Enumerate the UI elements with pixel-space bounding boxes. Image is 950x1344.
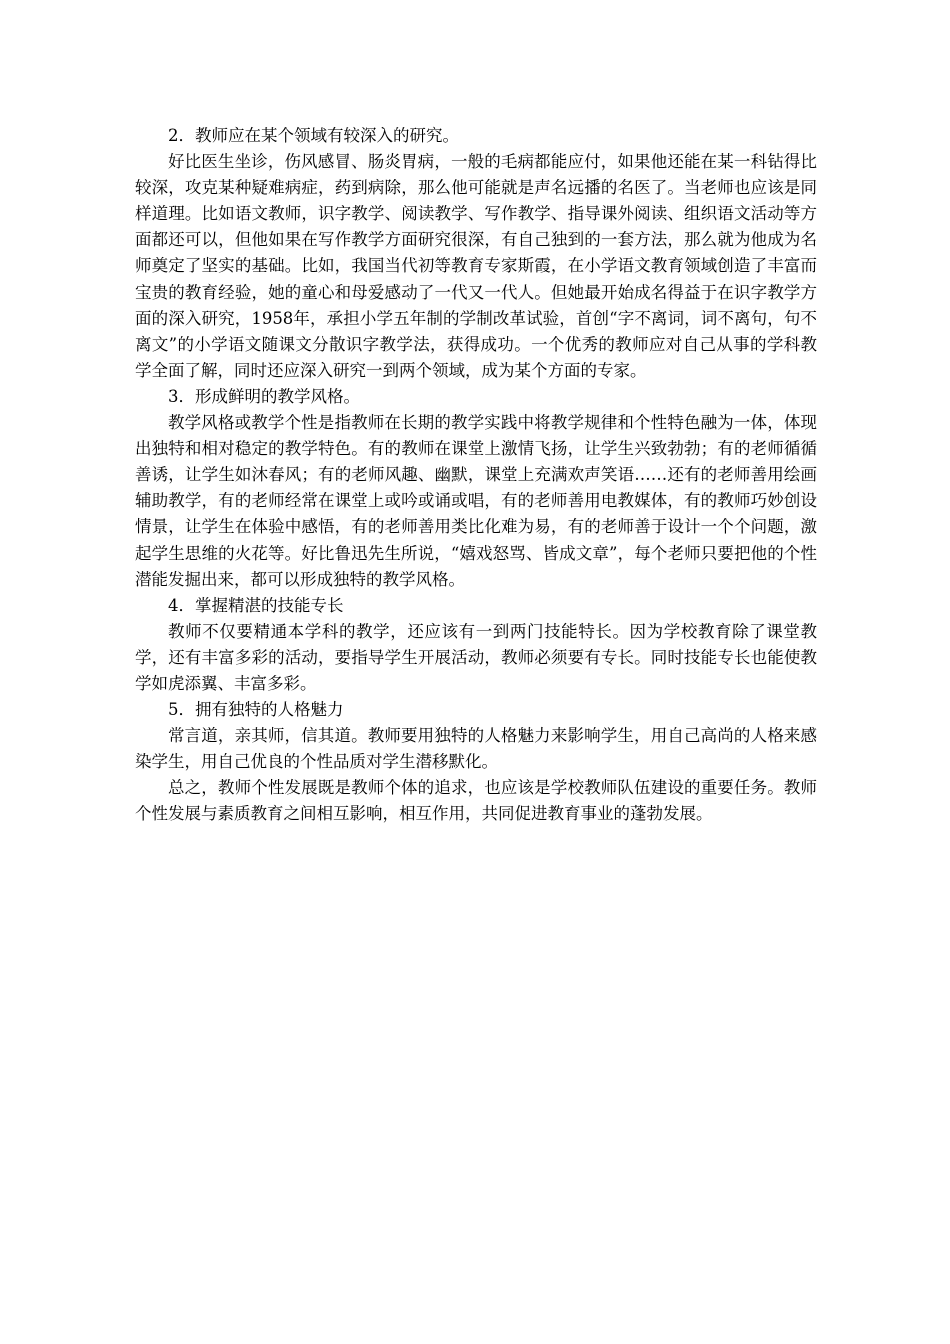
heading-4-skills: 4．掌握精湛的技能专长 (168, 595, 344, 615)
document-body (135, 123, 817, 828)
heading-5-personality: 5．拥有独特的人格魅力 (168, 700, 344, 720)
heading-3-teaching-style: 3．形成鲜明的教学风格。 (168, 386, 360, 406)
paragraph-teaching-style: 教学风格或教学个性是指教师在长期的教学实践中将教学规律和个性特色融为一体，体现出独特和相对稳定的教学特色。有的教师在课堂上激情飞扬，让学生兴致勃勃；有的老师循循善诱，让学生如沐春风；有的老师风趣、幽默，课堂上充满欢声笑语……还有的老师善用绘画辅助教学，有的老师经常在课堂上或吟或诵或唱，有的老师善用电教媒体，有的教师巧妙创设情景，让学生在体验中感悟，有的老师善用类比化难为易，有的老师善于设计一个个问题，激起学生思维的火花等。好比鲁迅先生所说，“嬉戏怒骂、皆成文章”，每个老师只要把他的个性潜能发掘出来，都可以形成独特的教学风格。 (135, 413, 817, 589)
paragraph-conclusion: 总之，教师个性发展既是教师个体的追求，也应该是学校教师队伍建设的重要任务。教师个性发展与素质教育之间相互影响，相互作用，共同促进教育事业的蓬勃发展。 (135, 778, 817, 824)
heading-2-research: 2．教师应在某个领域有较深入的研究。 (168, 126, 459, 145)
paragraph-personality: 常言道，亲其师，信其道。教师要用独特的人格魅力来影响学生，用自己高尚的人格来感染学生，用自己优良的个性品质对学生潜移默化。 (135, 726, 817, 772)
paragraph-skills: 教师不仅要精通本学科的教学，还应该有一到两门技能特长。因为学校教育除了课堂教学，还有丰富多彩的活动，要指导学生开展活动，教师必须要有专长。同时技能专长也能使教学如虎添翼、丰富多彩。 (135, 621, 817, 693)
paragraph-research: 好比医生坐诊，伤风感冒、肠炎胃病，一般的毛病都能应付，如果他还能在某一科钻得比较深，攻克某种疑难病症，药到病除，那么他可能就是声名远播的名医了。当老师也应该是同样道理。比如语文教师，识字教学、阅读教学、写作教学、指导课外阅读、组织语文活动等方面都还可以，但他如果在写作教学方面研究很深，有自己独到的一套方法，那么就为他成为名师奠定了坚实的基础。比如，我国当代初等教育专家斯霞，在小学语文教育领域创造了丰富而宝贵的教育经验，她的童心和母爱感动了一代又一代人。但她最开始成名得益于在识字教学方面的深入研究，1958年，承担小学五年制的学制改革试验，首创“字不离词，词不离句，句不离文”的小学语文随课文分散识字教学法，获得成功。一个优秀的教师应对自己从事的学科教学全面了解，同时还应深入研究一到两个领域，成为某个方面的专家。 (135, 152, 817, 380)
